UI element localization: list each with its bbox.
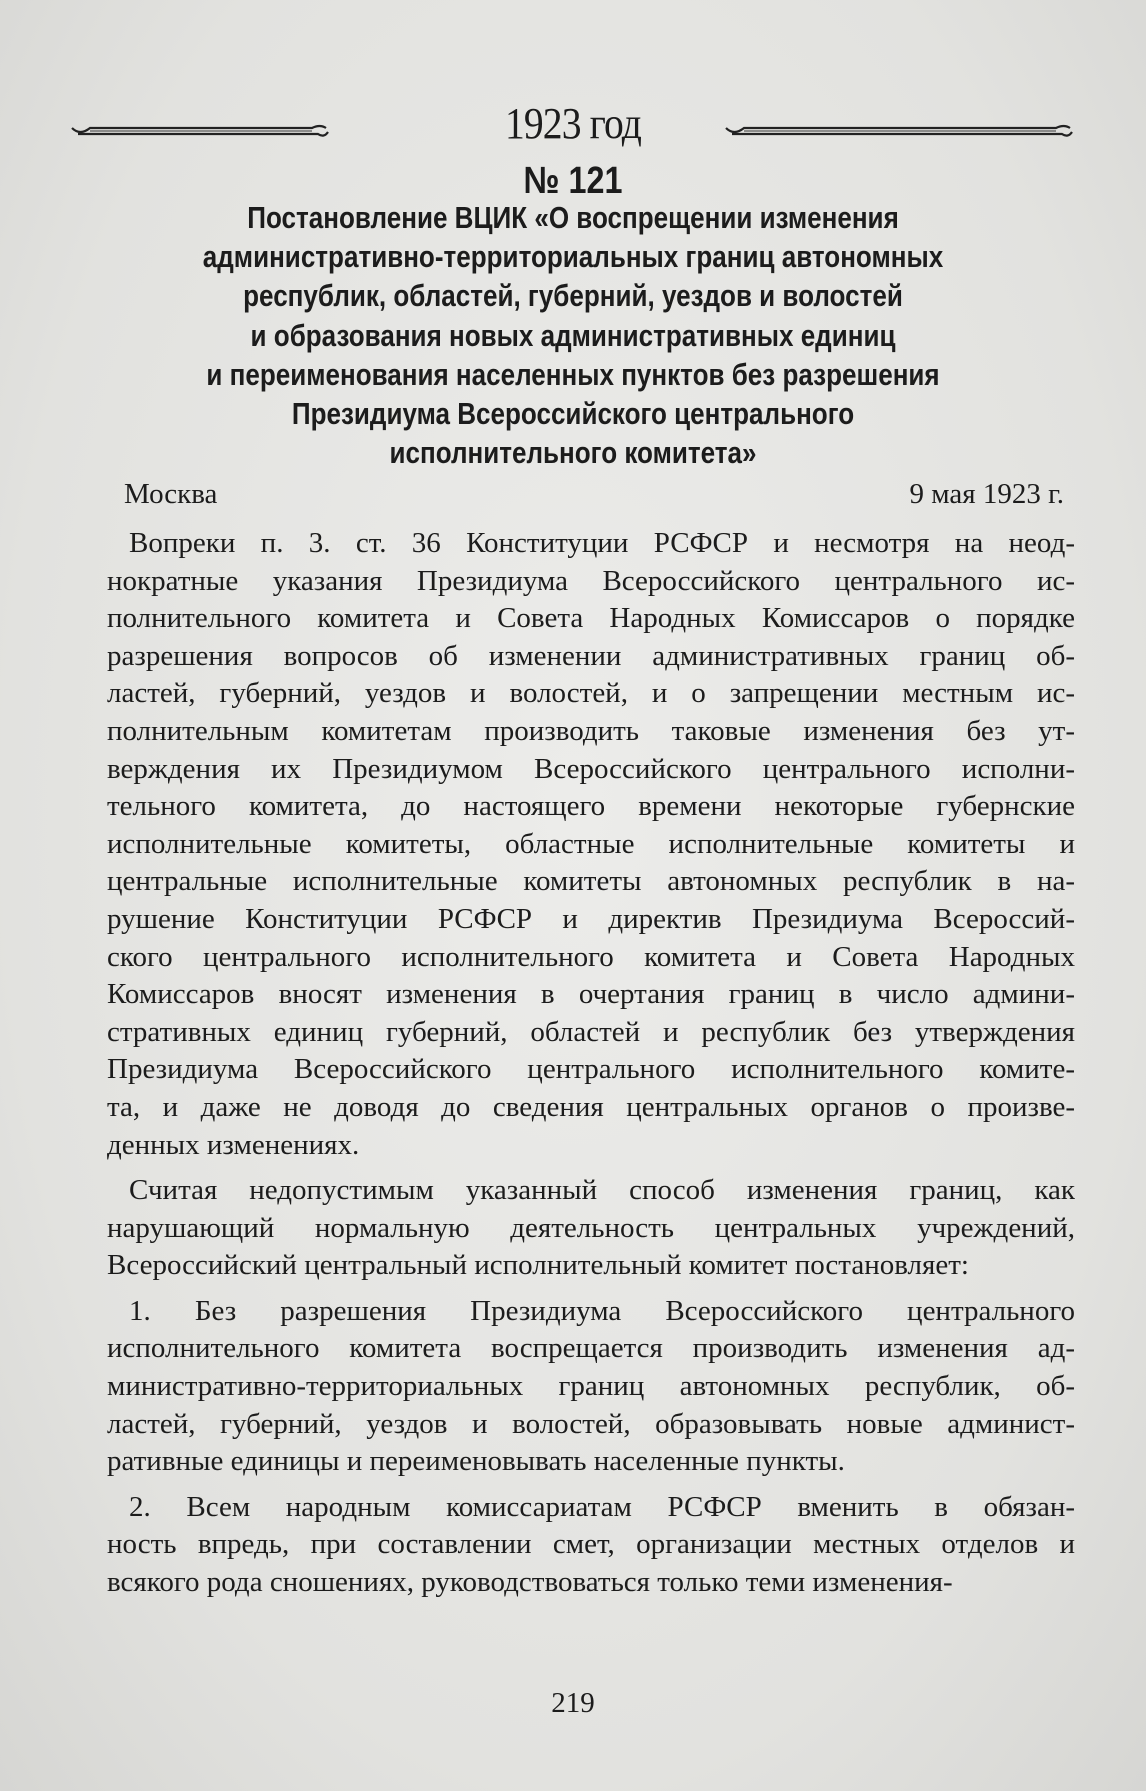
title-line: республик, областей, губерний, уездов и волостей [243, 278, 903, 314]
text-line: разрешения вопросов об изменении административных границ об- [107, 639, 1075, 672]
title-line: и образования новых административных единиц [250, 317, 896, 353]
text-line: нократные указания Президиума Всероссийского центрального ис- [107, 564, 1075, 597]
text-line: рушение Конституции РСФСР и директив Президиума Всероссий- [107, 902, 1075, 935]
text-line: Президиума Всероссийского центрального исполнительного комите- [107, 1053, 1075, 1086]
text-line: центральные исполнительные комитеты автономных республик в на- [107, 865, 1075, 898]
text-line: министративно-территориальных границ автономных республик, об- [107, 1370, 1075, 1403]
paragraph [107, 1489, 1075, 1602]
text-line: всякого рода сношениях, руководствоваться только теми изменения- [107, 1566, 953, 1599]
title-line: Президиума Всероссийского центрального [291, 396, 855, 432]
section-year-heading: 1923 год [505, 99, 641, 148]
paragraph [107, 1293, 1075, 1481]
text-line: стративных единиц губерний, областей и республик без утверждения [107, 1015, 1075, 1048]
text-line: Всероссийский центральный исполнительный комитет постановляет: [107, 1249, 969, 1282]
text-line: денных изменениях. [107, 1128, 360, 1161]
page-number: 219 [551, 1687, 595, 1719]
document-date: 9 мая 1923 г. [909, 478, 1064, 510]
title-line: и переименования населенных пунктов без разрешения [206, 356, 940, 392]
text-line: верждения их Президиумом Всероссийского центрального исполни- [107, 752, 1075, 785]
text-line: 2. Всем народным комиссариатам РСФСР вменить в обязан- [129, 1490, 1075, 1523]
paragraph [107, 1172, 1075, 1285]
text-line: ластей, губерний, уездов и волостей, образовывать новые админист- [107, 1407, 1075, 1440]
text-line: ративные единицы и переименовывать населенные пункты. [107, 1445, 845, 1478]
text-line: ластей, губерний, уездов и волостей, и о запрещении местным ис- [107, 677, 1075, 710]
text-line: полнительным комитетам производить таковые изменения без ут- [107, 714, 1075, 747]
text-line: исполнительного комитета воспрещается производить изменения ад- [107, 1332, 1075, 1365]
text-line: ского центрального исполнительного комитета и Совета Народных [107, 940, 1075, 973]
text-line: нарушающий нормальную деятельность центральных учреждений, [107, 1211, 1075, 1244]
text-line: 1. Без разрешения Президиума Всероссийского центрального [129, 1294, 1075, 1327]
text-line: та, и даже не доводя до сведения центральных органов о произве- [107, 1090, 1075, 1123]
text-line: тельного комитета, до настоящего времени некоторые губернские [107, 790, 1075, 823]
title-line: административно-территориальных границ автономных [202, 239, 944, 275]
document-body [107, 525, 1075, 1602]
document-place: Москва [124, 478, 218, 510]
text-line: ность впредь, при составлении смет, организации местных отделов и [107, 1528, 1075, 1561]
text-line: Считая недопустимым указанный способ изменения границ, как [129, 1174, 1075, 1207]
text-line: Комиссаров вносят изменения в очертания границ в число админи- [107, 978, 1075, 1011]
paragraph [107, 525, 1075, 1164]
title-line: Постановление ВЦИК «О воспрещении изменения [247, 200, 899, 235]
document-number: № 121 [523, 160, 623, 202]
text-line: Вопреки п. 3. ст. 36 Конституции РСФСР и несмотря на неод- [129, 527, 1075, 559]
text-line: полнительного комитета и Совета Народных Комиссаров о порядке [107, 602, 1075, 635]
title-line: исполнительного комитета» [389, 435, 757, 471]
text-line: исполнительные комитеты, областные исполнительные комитеты и [107, 827, 1075, 860]
document-title [142, 198, 1004, 472]
